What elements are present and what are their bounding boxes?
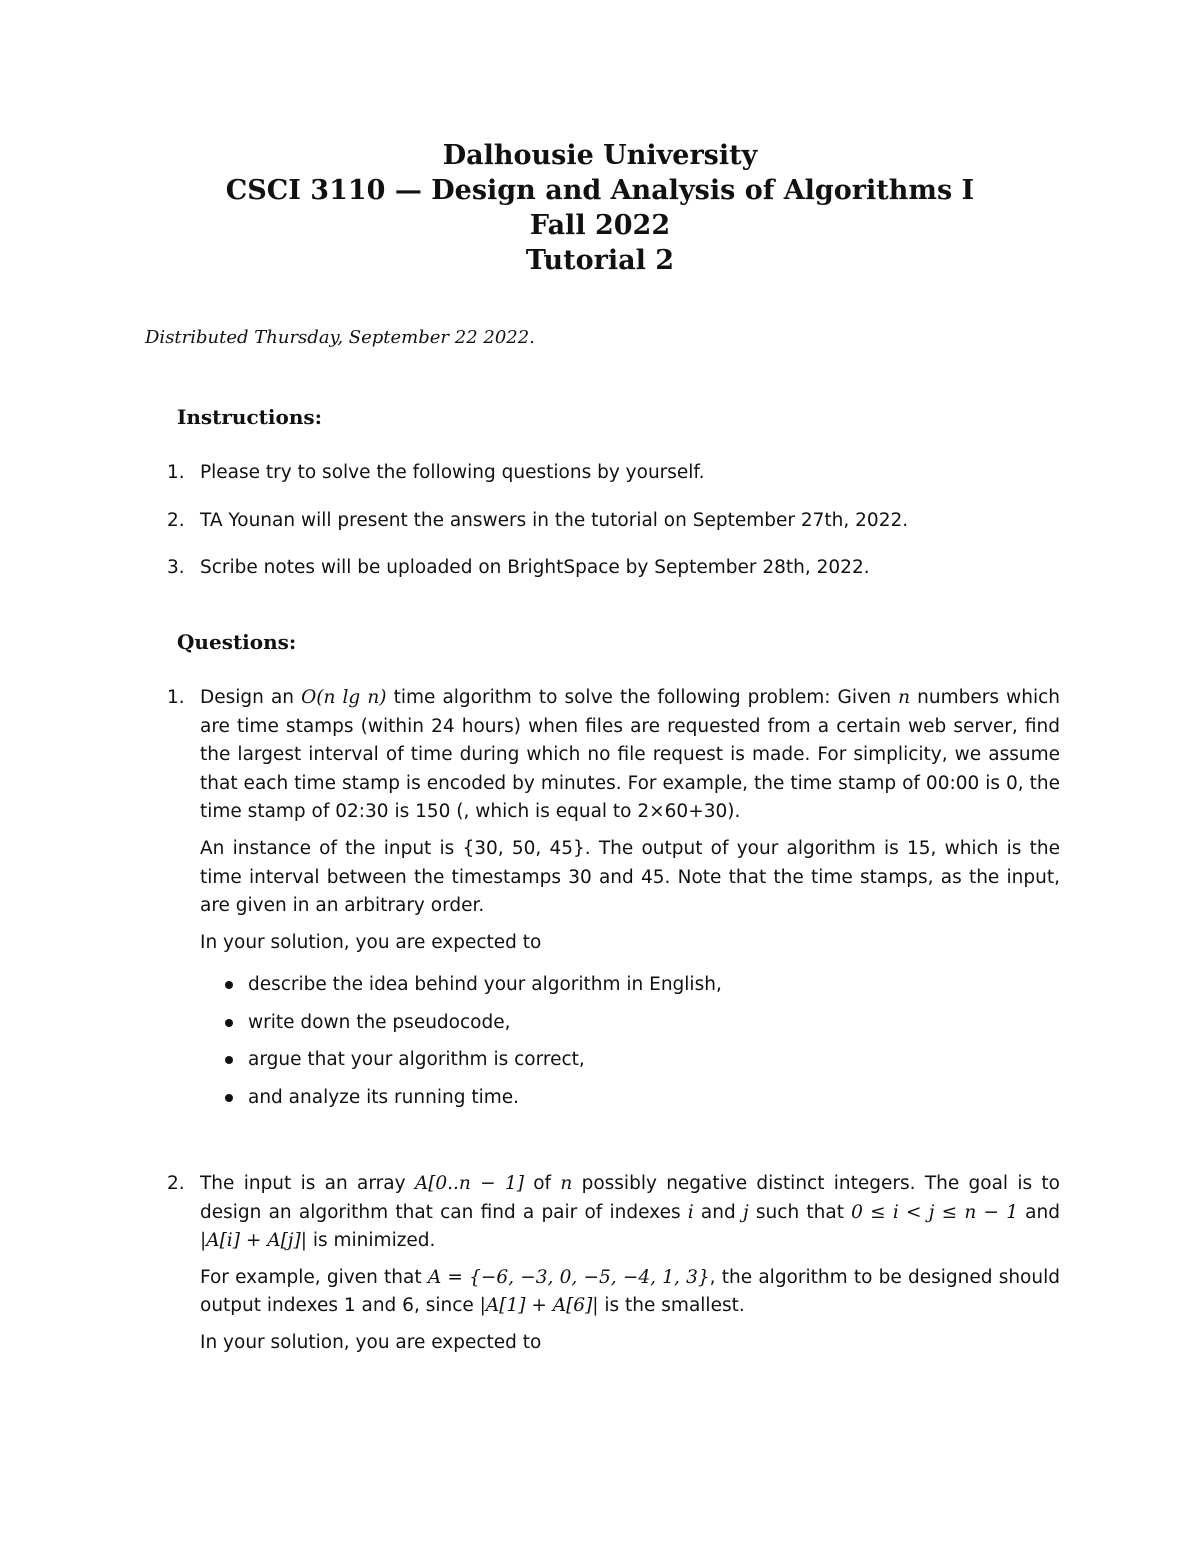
distributed-date: Distributed Thursday, September 22 2022. [145,327,535,348]
university-name: Dalhousie University [442,140,758,171]
questions-heading: Questions: [177,630,297,654]
instructions-heading: Instructions: [177,405,323,429]
question-1-expectation: In your solution, you are expected to [200,931,542,953]
question-1-requirements [200,971,1060,1121]
question-2-example: For example, given that A = {−6, −3, 0, −5, −4, 1, 3}, the algorithm to be designed should output indexes 1 and 6, since |A[1] + A[6]| is the smallest. [200,1266,1060,1317]
question-1-example: An instance of the input is {30, 50, 45}. The output of your algorithm is 15, which is the time interval between the timestamps 30 and 45. Note that the time stamps, as the input, are given in an arbitrary order. [200,837,1060,917]
instruction-item: 2. TA Younan will present the answers in the tutorial on September 27th, 2022. [167,507,1060,536]
item-number: 2. [167,510,185,531]
question-2-statement: The input is an array A[0..n − 1] of n possibly negative distinct integers. The goal is to design an algorithm that can find a pair of indexes i and j such that 0 ≤ i < j ≤ n − 1 and |A[i] + A[j]| is minimized. [200,1173,1060,1252]
question-2-expectation: In your solution, you are expected to [200,1331,542,1353]
bullet-icon [225,1094,233,1102]
term: Fall 2022 [529,210,671,241]
list-item: argue that your algorithm is correct, [200,1046,1060,1084]
question-1-statement: Design an O(n lg n) time algorithm to solve the following problem: Given n numbers which are time stamps (within 24 hours) when files are requested from a certain web server, find the largest interval of time during which no file request is made. For simplicity, we assume that each time stamp is encoded by minutes. For example, the time stamp of 00:00 is 0, the time stamp of 02:30 is 150 (, which is equal to 2×60+30). [200,687,1060,823]
question-1 [167,684,1060,1121]
bullet-icon [225,981,233,989]
instruction-item: 1. Please try to solve the following questions by yourself. [167,459,1060,488]
list-item: describe the idea behind your algorithm in English, [200,971,1060,1009]
item-number: 3. [167,557,185,578]
bullet-icon [225,1056,233,1064]
question-number: 2. [167,1173,185,1194]
list-item: write down the pseudocode, [200,1009,1060,1047]
bullet-icon [225,1019,233,1027]
document-header [0,138,1200,278]
list-item: and analyze its running time. [200,1084,1060,1122]
item-number: 1. [167,462,185,483]
course-title: CSCI 3110 — Design and Analysis of Algorithms I [225,175,975,206]
instruction-item: 3. Scribe notes will be uploaded on BrightSpace by September 28th, 2022. [167,554,1060,583]
question-number: 1. [167,687,185,708]
tutorial-title: Tutorial 2 [525,245,675,276]
question-2 [167,1170,1060,1366]
